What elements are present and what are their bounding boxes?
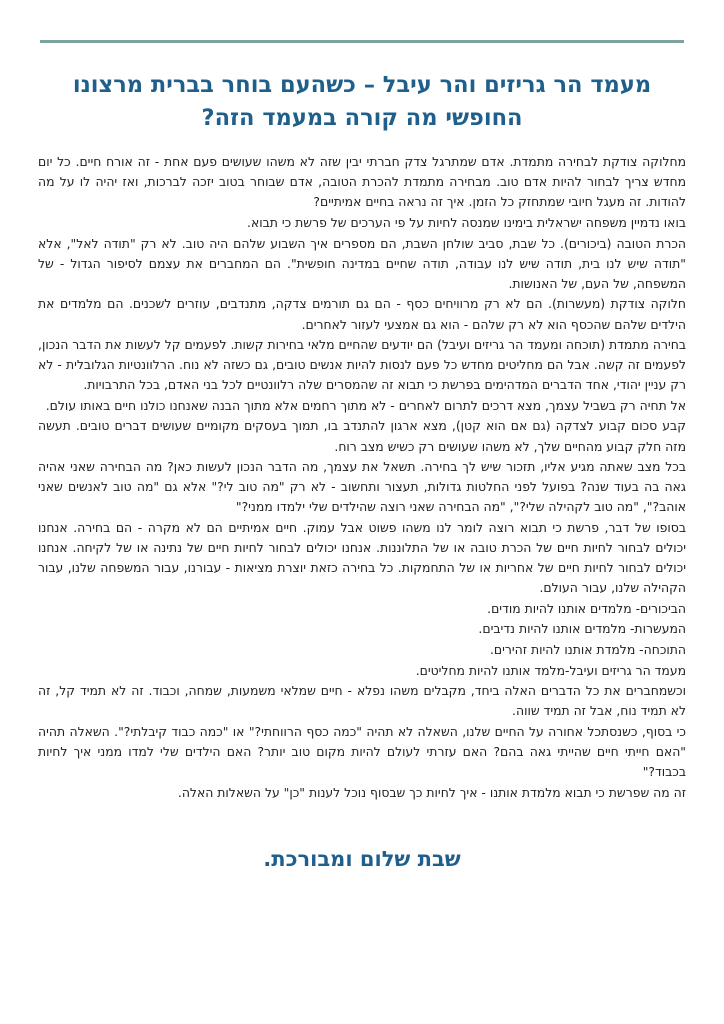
paragraph: מעמד הר גריזים ועיבל-מלמד אותנו להיות מחליטים. xyxy=(415,662,686,678)
paragraph: הביכורים- מלמדים אותנו להיות מודים. xyxy=(487,600,686,616)
paragraph: חלוקה צודקת (מעשרות). הם לא רק מרוויחים כסף - הם גם תורמים צדקה, מתנדבים, עוזרים לשכנים. הם מלמדים את הילדים שלהם שהכסף הוא לא רק שלהם - הוא גם אמצעי לעזור לאחרים. xyxy=(38,296,686,332)
paragraph: בכל מצב שאתה מגיע אליו, תזכור שיש לך בחירה. תשאל את עצמך, מה הדבר הנכון לעשות כאן? מה הבחירה שאני אהיה גאה בה בעוד שנה? בפועל לפני החלטות גדולות, תעצור ותחשוב - לא רק "מה טוב לי?" אלא גם "מה טוב לאנשים שאני אוהב?", "מה טוב לקהילה שלי?", "מה הבחירה שאני רוצה שהילדים שלי ילמדו ממני?" xyxy=(38,459,686,515)
paragraph: מחלוקה צודקת לבחירה מתמדת. אדם שמתרגל צדק חברתי יבין שזה לא משהו שעושים פעם אחת - זה אורח חיים. כל יום מחדש צריך לבחור להיות אדם טוב. מבחירה מתמדת להכרת הטובה, אדם שבוחר בטוב יזכה לברכות, ואז יהיה לו על מה להודות. זה מעגל חיובי שמתחזק כל הזמן. איך זה נראה בחיים אמיתיים? xyxy=(38,154,686,210)
paragraph: בסופו של דבר, פרשת כי תבוא רוצה לומר לנו משהו פשוט אבל עמוק. חיים אמיתיים הם לא מקרה - הם בחירה. אנחנו יכולים לבחור לחיות חיים של הכרת טובה או של התלוננות. אנחנו יכולים לבחור לחיות חיים של נתינה או של לקיחה. אנחנו יכולים לבחור לחיות חיים של אחריות או של התחמקות. כל בחירה כזאת יוצרת מציאות - עבורנו, עבור המשפחה שלנו, עבור הקהילה שלנו, עבור העולם. xyxy=(38,519,686,596)
paragraph: וכשמחברים את כל הדברים האלה ביחד, מקבלים משהו נפלא - חיים שמלאי משמעות, שמחה, וכבוד. זה לא תמיד קל, זה לא תמיד נוח, אבל זה תמיד שווה. xyxy=(38,683,686,719)
paragraph: הכרת הטובה (ביכורים). כל שבת, סביב שולחן השבת, הם מספרים איך השבוע שלהם היה טוב. לא רק "תודה לאל", אלא "תודה שיש לנו בית, תודה שיש לנו עבודה, תודה שחיים במדינה חופשית". הם המחברים את עצמם לסיפור הגדול - של המשפחה, של העם, של האנושות. xyxy=(38,235,686,291)
paragraph: כי בסוף, כשנסתכל אחורה על החיים שלנו, השאלה לא תהיה "כמה כסף הרווחתי?" או "כמה כבוד קיבלתי?". השאלה תהיה "האם חייתי חיים שהייתי גאה בהם? האם עזרתי לעולם להיות מקום טוב יותר? האם הילדים שלי למדו ממני איך לחיות בכבוד?" xyxy=(38,723,686,780)
document-body xyxy=(36,152,688,803)
paragraph: המעשרות- מלמדים אותנו להיות נדיבים. xyxy=(478,621,686,637)
paragraph: בואו נדמיין משפחה ישראלית בימינו שמנסה לחיות על פי הערכים של פרשת כי תבוא. xyxy=(247,215,686,231)
header-divider xyxy=(40,40,684,43)
paragraph: התוכחה- מלמדת אותנו להיות זהירים. xyxy=(489,642,686,657)
paragraph: אל תחיה רק בשביל עצמך, מצא דרכים לתרום לאחרים - לא מתוך רחמים אלא מתוך הבנה שאנחנו כולנו חיים באותו עולם. xyxy=(45,397,686,413)
paragraph: זה מה שפרשת כי תבוא מלמדת אותנו - איך לחיות כך שבסוף נוכל לענות "כן" על השאלות האלה. xyxy=(177,784,686,800)
paragraph: בחירה מתמדת (תוכחה ומעמד הר גריזים ועיבל) הם יודעים שהחיים מלאי בחירות קשות. לפעמים קל לעשות את הדבר הנכון, לפעמים זה קשה. אבל הם מחליטים מחדש כל פעם לנסות להיות אנשים טובים, גם כשזה לא נוח. הרלוונטיות הגלובלית - לא רק עניין יהודי, אחד הדברים המדהימים בפרשת כי תבוא זה שהמסרים שלה רלוונטיים לכל בני האדם, בכל התרבויות. xyxy=(38,337,686,393)
paragraph: קבע סכום קבוע לצדקה (גם אם הוא קטן), מצא ארגון להתנדב בו, תמוך בעסקים מקומיים שעושים דברים טובים. תעשה מזה חלק קבוע מהחיים שלך, לא משהו שעושים רק כשיש מצב רוח. xyxy=(38,418,686,454)
closing-blessing: שבת שלום ומבורכת. xyxy=(263,846,461,871)
page-title: מעמד הר גריזים והר עיבל – כשהעם בוחר בברית מרצונו החופשי מה קורה במעמד הזה? xyxy=(72,72,652,131)
